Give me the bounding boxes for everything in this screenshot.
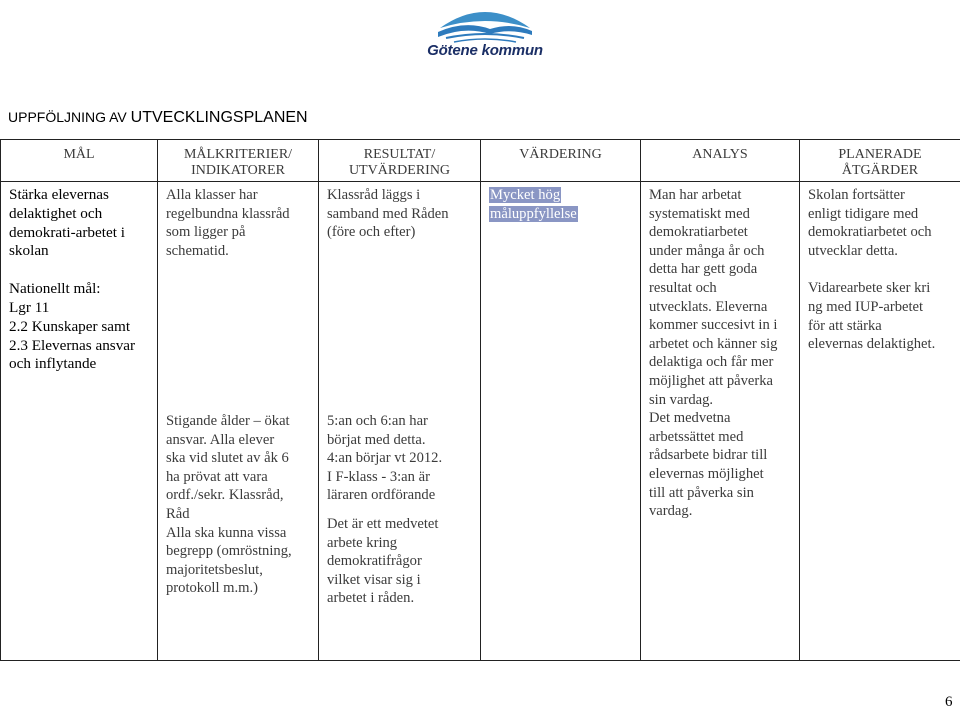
cell-atgarder: Skolan fortsätter enligt tidigare med demokratiarbetet och utvecklar detta. Vidarearbete sker kri ng med IUP-arbetet för att stärka elevernas delaktighet.: [800, 182, 960, 661]
col-header-kriterier: MÅLKRITERIER/ INDIKATORER: [158, 140, 319, 182]
cell-vardering: [481, 182, 641, 661]
cell-mal: Stärka elevernas delaktighet och demokrati-arbetet i skolan Nationellt mål: Lgr 11 2.2 Kunskaper samt 2.3 Elevernas ansvar och inflytande: [1, 182, 158, 661]
col-header-vardering: VÄRDERING: [481, 140, 641, 182]
gotene-kommun-logo: [420, 2, 550, 66]
document-heading: [8, 109, 308, 127]
cell-analys: Man har arbetat systematiskt med demokratiarbetet under många år och detta har gett goda resultat och utvecklats. Eleverna kommer succesivt in i arbetet och känner sig delaktiga och får mer möjlighet att påverka sin vardag. Det medvetna arbetssättet med rådsarbete bidrar till elevernas möjlighet till att påverka sin vardag.: [641, 182, 800, 661]
heading-title: UTVECKLINGSPLANEN: [130, 109, 308, 126]
col-header-resultat: RESULTAT/ UTVÄRDERING: [319, 140, 481, 182]
vardering-highlight: måluppfyllelse: [490, 205, 577, 222]
logo-text: Götene kommun: [427, 42, 543, 59]
col-header-atgarder: PLANERADE ÅTGÄRDER: [800, 140, 960, 182]
col-header-mal: MÅL: [1, 140, 158, 182]
cell-kriterier: Alla klasser har regelbundna klassråd som ligger på schematid. Stigande ålder – ökat ansvar. Alla elever ska vid slutet av åk 6 ha prövat att vara ordf./sekr. Klassråd, Råd Alla ska kunna vissa begrepp (omröstning, majoritetsbeslut, protokoll m.m.): [158, 182, 319, 661]
col-header-analys: ANALYS: [641, 140, 800, 182]
follow-up-table: [0, 139, 960, 661]
heading-prefix: UPPFÖLJNING AV: [8, 109, 131, 125]
cell-resultat: Klassråd läggs i samband med Råden (före och efter) 5:an och 6:an har börjat med detta. 4:an börjar vt 2012. I F-klass - 3:an är läraren ordförande Det är ett medvetet arbete kring demokratifrågor vilket visar sig i arbetet i råden.: [319, 182, 481, 661]
logo-emblem-icon: [420, 2, 550, 46]
table-row: [1, 182, 960, 661]
page-number: 6: [945, 694, 953, 710]
table-header-row: [1, 140, 960, 182]
vardering-highlight: Mycket hög: [490, 187, 561, 203]
